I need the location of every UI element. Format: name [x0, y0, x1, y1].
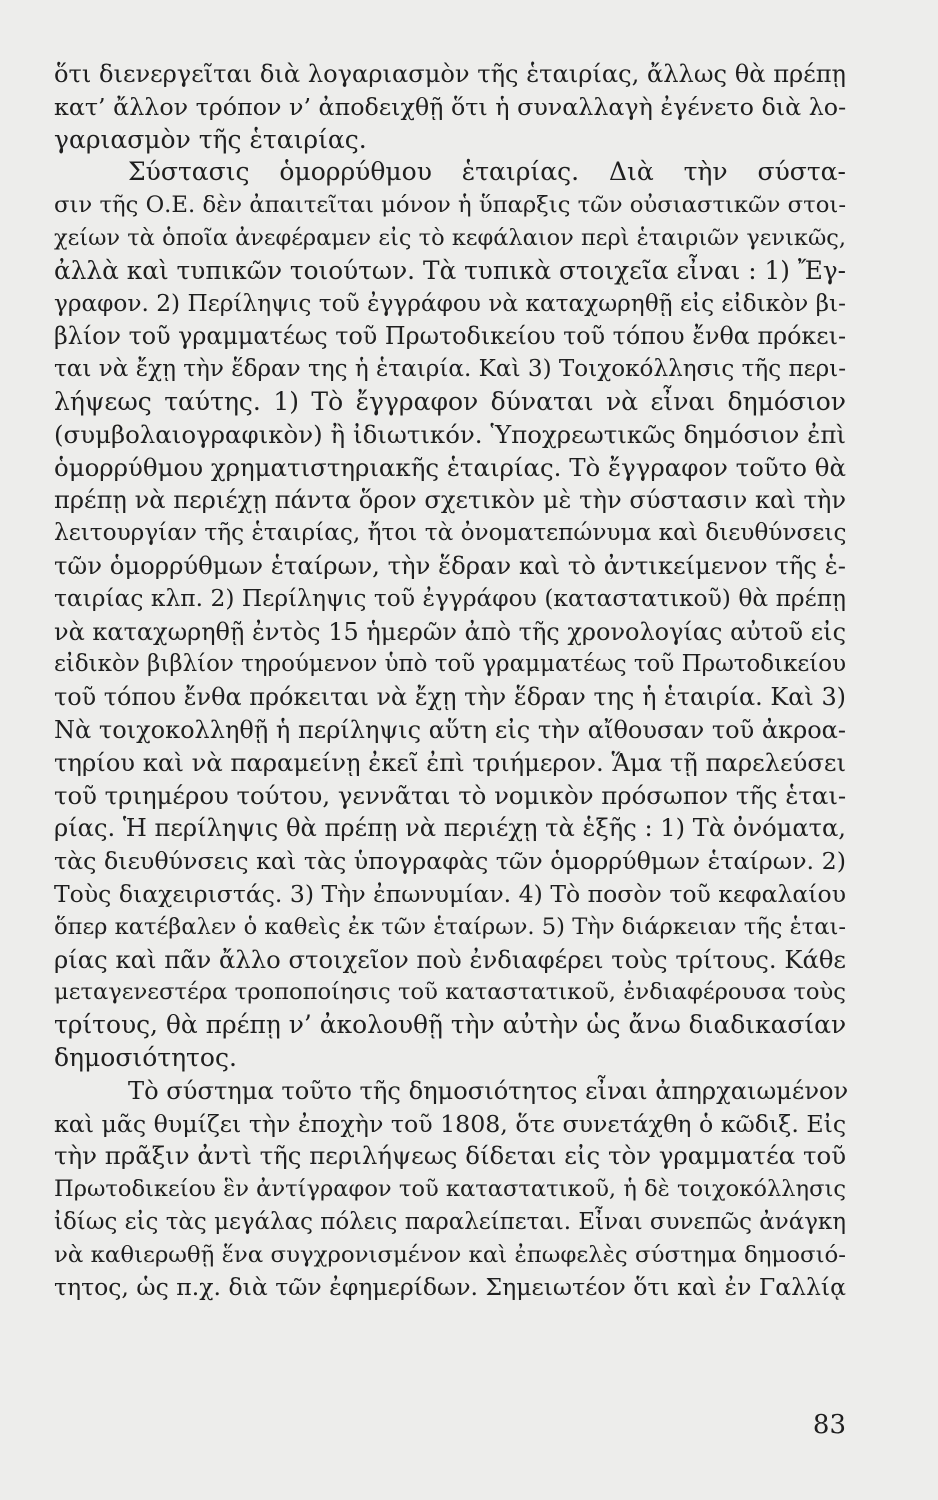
- text-line: καὶ μᾶς θυμίζει τὴν ἐποχὴν τοῦ 1808, ὅτε συνετάχθη ὁ κῶδιξ. Εἰς: [54, 1109, 847, 1138]
- text-line: λειτουργίαν τῆς ἑταιρίας, ἤτοι τὰ ὀνοματεπώνυμα καὶ διευθύνσεις: [54, 519, 847, 547]
- text-line: Νὰ τοιχοκολληθῇ ἡ περίληψις αὕτη εἰς τὴν αἴθουσαν τοῦ ἀκροα-: [54, 715, 846, 744]
- text-line: γραφον. 2) Περίληψις τοῦ ἐγγράφου νὰ καταχωρηθῇ εἰς εἰδικὸν βι-: [54, 289, 846, 317]
- text-line: ἰδίως εἰς τὰς μεγάλας πόλεις παραλείπεται. Εἶναι συνεπῶς ἀνάγκη: [54, 1208, 846, 1235]
- text-line: πρέπῃ νὰ περιέχῃ πάντα ὅρον σχετικὸν μὲ τὴν σύστασιν καὶ τὴν: [54, 486, 846, 515]
- text-line: λήψεως ταύτης. 1) Τὸ ἔγγραφον δύναται νὰ εἶναι δημόσιον: [54, 386, 846, 416]
- text-line: ὅτι διενεργεῖται διὰ λογαριασμὸν τῆς ἑταιρίας, ἄλλως θὰ πρέπῃ: [54, 60, 846, 88]
- text-line: τηρίου καὶ νὰ παραμείνῃ ἐκεῖ ἐπὶ τριήμερον. Ἅμα τῇ παρελεύσει: [54, 747, 846, 777]
- text-line: τοῦ τριημέρου τούτου, γεννᾶται τὸ νομικὸν πρόσωπον τῆς ἑται-: [54, 780, 847, 810]
- text-line: Τοὺς διαχειριστάς. 3) Τὴν ἐπωνυμίαν. 4) Τὸ ποσὸν τοῦ κεφαλαίου: [54, 879, 846, 908]
- text-line: εἰδικὸν βιβλίον τηρούμενον ὑπὸ τοῦ γραμματέως τοῦ Πρωτοδικείου: [54, 651, 847, 678]
- text-line: τητος, ὡς π.χ. διὰ τῶν ἐφημερίδων. Σημειωτέον ὅτι καὶ ἐν Γαλλίᾳ: [54, 1273, 846, 1302]
- text-line: ὁμορρύθμου χρηματιστηριακῆς ἑταιρίας. Τὸ ἔγγραφον τοῦτο θὰ: [54, 452, 846, 482]
- text-line: ρίας. Ἡ περίληψις θὰ πρέπῃ νὰ περιέχῃ τὰ ἑξῆς : 1) Τὰ ὀνόματα,: [54, 814, 846, 843]
- text-line: (συμβολαιογραφικὸν) ἢ ἰδιωτικόν. Ὑποχρεωτικῶς δημόσιον ἐπὶ: [54, 419, 846, 449]
- text-line: βλίον τοῦ γραμματέως τοῦ Πρωτοδικείου τοῦ τόπου ἔνθα πρόκει-: [54, 322, 846, 351]
- text-line: κατ’ ἄλλον τρόπον ν’ ἀποδειχθῇ ὅτι ἡ συναλλαγὴ ἐγένετο διὰ λο-: [54, 92, 847, 121]
- text-line: χείων τὰ ὁποῖα ἀνεφέραμεν εἰς τὸ κεφάλαιον περὶ ἑταιριῶν γενικῶς,: [54, 224, 846, 251]
- text-line: τοῦ τόπου ἔνθα πρόκειται νὰ ἔχῃ τὴν ἕδραν της ἡ ἑταιρία. Καὶ 3): [54, 683, 846, 712]
- text-line: τρίτους, θὰ πρέπῃ ν’ ἀκολουθῇ τὴν αὐτὴν ὡς ἄνω διαδικασίαν: [54, 1010, 847, 1040]
- section-heading-line: Σύστασις ὁμορρύθμου ἑταιρίας. Διὰ τὴν σύστα-: [128, 157, 846, 187]
- page-number: 83: [812, 1410, 846, 1440]
- text-line: τῶν ὁμορρύθμων ἑταίρων, τὴν ἕδραν καὶ τὸ ἀντικείμενον τῆς ἑ-: [54, 550, 846, 580]
- text-line: ται νὰ ἔχῃ τὴν ἕδραν της ἡ ἑταιρία. Καὶ 3) Τοιχοκόλλησις τῆς περι-: [54, 356, 846, 383]
- text-line: Τὸ σύστημα τοῦτο τῆς δημοσιότητος εἶναι ἀπηρχαιωμένον: [128, 1076, 849, 1105]
- text-line: τὴν πρᾶξιν ἀντὶ τῆς περιλήψεως δίδεται εἰς τὸν γραμματέα τοῦ: [54, 1141, 847, 1171]
- text-line: Πρωτοδικείου ἓν ἀντίγραφον τοῦ καταστατικοῦ, ἡ δὲ τοιχοκόλλησις: [54, 1176, 846, 1203]
- page-text: [54, 58, 849, 1304]
- text-line: νὰ καθιερωθῇ ἕνα συγχρονισμένον καὶ ἐπωφελὲς σύστημα δημοσιό-: [54, 1241, 846, 1268]
- text-line: σιν τῆς Ο.Ε. δὲν ἀπαιτεῖται μόνον ἡ ὕπαρξις τῶν οὐσιαστικῶν στοι-: [54, 192, 846, 219]
- text-line: μεταγενεστέρα τροποποίησις τοῦ καταστατικοῦ, ἐνδιαφέρουσα τοὺς: [54, 979, 846, 1006]
- text-line: τὰς διευθύνσεις καὶ τὰς ὑπογραφὰς τῶν ὁμορρύθμων ἑταίρων. 2): [54, 847, 846, 876]
- text-line: νὰ καταχωρηθῇ ἐντὸς 15 ἡμερῶν ἀπὸ τῆς χρονολογίας αὐτοῦ εἰς: [54, 617, 846, 646]
- text-line: ταιρίας κλπ. 2) Περίληψις τοῦ ἐγγράφου (καταστατικοῦ) θὰ πρέπῃ: [54, 584, 846, 612]
- text-line: ἀλλὰ καὶ τυπικῶν τοιούτων. Τὰ τυπικὰ στοιχεῖα εἶναι : 1) Ἔγ-: [54, 255, 846, 285]
- text-line: ὅπερ κατέβαλεν ὁ καθεὶς ἐκ τῶν ἑταίρων. 5) Τὴν διάρκειαν τῆς ἑται-: [54, 913, 846, 940]
- text-line: γαριασμὸν τῆς ἑταιρίας.: [54, 124, 367, 154]
- text-line: δημοσιότητος.: [54, 1042, 237, 1072]
- text-line: ρίας καὶ πᾶν ἄλλο στοιχεῖον ποὺ ἐνδιαφέρει τοὺς τρίτους. Κάθε: [54, 944, 846, 974]
